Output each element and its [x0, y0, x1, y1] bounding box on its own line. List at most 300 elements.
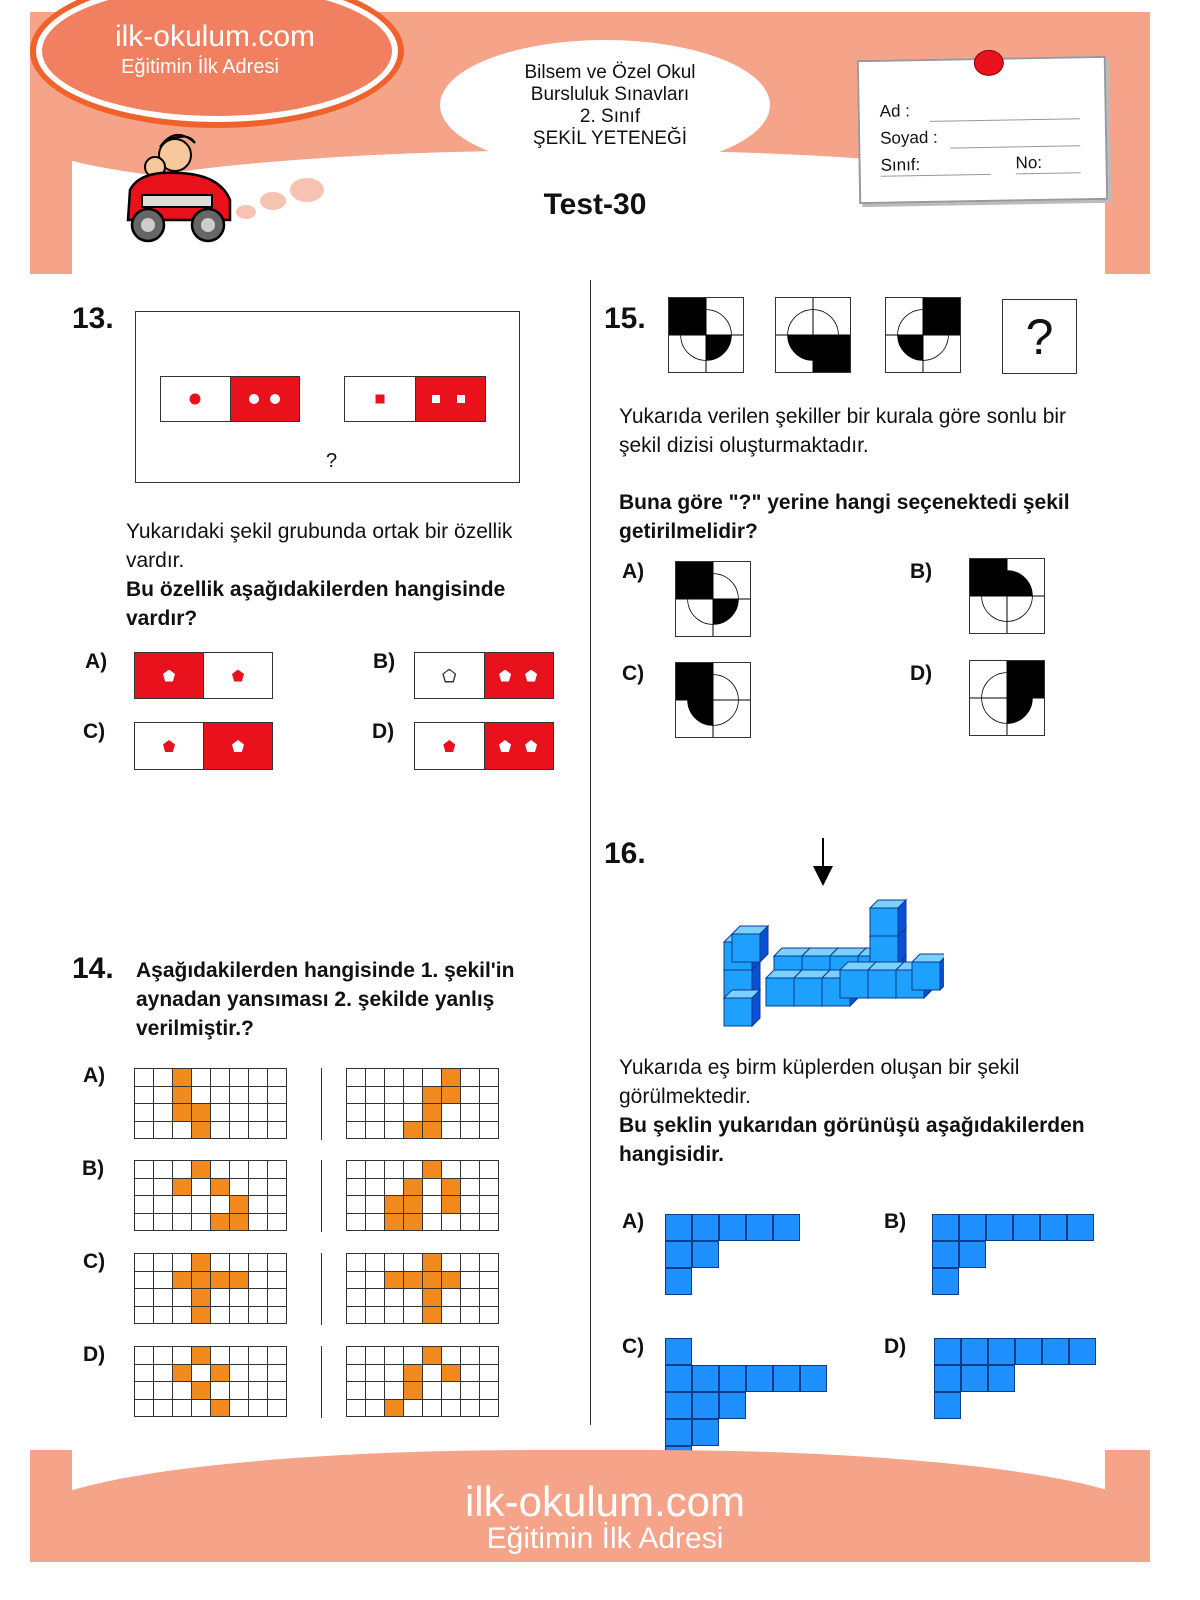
q14-question: Aşağıdakilerden hangisinde 1. şekil'in aynadan yansıması 2. şekilde yanlış verilmiştir.?: [136, 959, 515, 1040]
cube-top-cell: [959, 1214, 986, 1241]
grid-cell: [461, 1161, 480, 1179]
grid-cell: [480, 1179, 499, 1197]
grid-cell: [268, 1104, 287, 1122]
empty-cell: [746, 1419, 773, 1446]
filled-cell: [404, 1196, 423, 1214]
q13-option-c[interactable]: [134, 722, 273, 770]
q13-question: Bu özellik aşağıdakilerden hangisinde vardır?: [126, 578, 506, 630]
filled-cell: [192, 1104, 211, 1122]
grid-cell: [173, 1307, 192, 1325]
grid-cell: [268, 1272, 287, 1290]
cube-top-cell: [932, 1214, 959, 1241]
q16-label-d[interactable]: D): [884, 1335, 907, 1358]
filled-cell: [385, 1214, 404, 1232]
q15-label-d[interactable]: D): [910, 662, 933, 685]
thought-bubble-4: [325, 160, 367, 190]
grid-cell: [268, 1161, 287, 1179]
grid-cell: [404, 1087, 423, 1105]
cube-top-cell: [934, 1365, 961, 1392]
grid-cell: [366, 1272, 385, 1290]
grid-cell: [404, 1161, 423, 1179]
grid-cell: [404, 1347, 423, 1365]
grid-cell: [366, 1214, 385, 1232]
grid-cell: [230, 1347, 249, 1365]
grid-cell: [173, 1161, 192, 1179]
red-square-shape: [375, 395, 384, 404]
q14-label-b[interactable]: B): [82, 1157, 105, 1180]
thought-bubble-3: [290, 178, 324, 202]
empty-cell: [1069, 1365, 1096, 1392]
circle-quadrant-figure: [669, 298, 743, 372]
filled-cell: [442, 1196, 461, 1214]
grid-cell: [385, 1365, 404, 1383]
white-pentagon-shape: [525, 740, 537, 752]
grid-cell: [423, 1214, 442, 1232]
thought-bubble-1: [236, 205, 256, 219]
cube-top-cell: [719, 1392, 746, 1419]
white-square-shape: [432, 395, 440, 403]
grid-cell: [192, 1214, 211, 1232]
q14-c-figure-1[interactable]: [134, 1253, 287, 1324]
grid-cell: [230, 1382, 249, 1400]
grid-cell: [480, 1347, 499, 1365]
filled-cell: [423, 1161, 442, 1179]
q15-label-b[interactable]: B): [910, 560, 933, 583]
grid-cell: [385, 1289, 404, 1307]
q14-label-d[interactable]: D): [83, 1343, 106, 1366]
footer-site[interactable]: ilk-okulum.com: [464, 1478, 746, 1525]
grid-cell: [347, 1289, 366, 1307]
filled-cell: [173, 1365, 192, 1383]
note-name-line[interactable]: [930, 118, 1080, 122]
footer-slogan: Eğitimin İlk Adresi: [486, 1522, 724, 1555]
grid-cell: [268, 1214, 287, 1232]
cube-top-cell: [1013, 1214, 1040, 1241]
q14-d-figure-2[interactable]: [346, 1346, 499, 1417]
empty-cell: [692, 1338, 719, 1365]
grid-cell: [347, 1104, 366, 1122]
cube-top-cell: [665, 1419, 692, 1446]
empty-cell: [1015, 1365, 1042, 1392]
grid-cell: [480, 1196, 499, 1214]
grid-cell: [461, 1214, 480, 1232]
grid-cell: [249, 1087, 268, 1105]
grid-cell: [423, 1382, 442, 1400]
q13-label-c[interactable]: C): [83, 720, 106, 743]
white-pentagon-shape: [232, 740, 244, 752]
grid-cell: [249, 1179, 268, 1197]
q14-d-figure-1[interactable]: [134, 1346, 287, 1417]
grid-cell: [480, 1400, 499, 1418]
q14-label-a[interactable]: A): [83, 1064, 106, 1087]
red-pentagon-shape: [232, 670, 244, 682]
grid-cell: [268, 1087, 287, 1105]
q15-question: Buna göre "?" yerine hangi seçenektedi şekil getirilmelidir?: [619, 491, 1070, 543]
grid-cell: [154, 1347, 173, 1365]
grid-cell: [404, 1289, 423, 1307]
grid-cell: [442, 1122, 461, 1140]
cube-top-cell: [934, 1392, 961, 1419]
cube-top-cell: [1040, 1214, 1067, 1241]
note-class-label: Sınıf:: [880, 155, 921, 175]
grid-cell: [135, 1289, 154, 1307]
cube-top-cell: [1069, 1338, 1096, 1365]
filled-cell: [173, 1179, 192, 1197]
q16-option-b[interactable]: [932, 1214, 1094, 1295]
grid-cell: [230, 1307, 249, 1325]
white-pentagon-shape: [499, 740, 511, 752]
grid-cell: [135, 1254, 154, 1272]
filled-cell: [423, 1254, 442, 1272]
filled-cell: [211, 1179, 230, 1197]
grid-cell: [230, 1104, 249, 1122]
grid-cell: [423, 1069, 442, 1087]
grid-cell: [135, 1069, 154, 1087]
q14-number: 14.: [72, 952, 114, 985]
q13-option-d[interactable]: [414, 722, 554, 770]
grid-cell: [385, 1104, 404, 1122]
grid-cell: [135, 1347, 154, 1365]
grid-cell: [366, 1382, 385, 1400]
q14-a-figure-1[interactable]: [134, 1068, 287, 1139]
grid-cell: [385, 1069, 404, 1087]
filled-cell: [230, 1272, 249, 1290]
grid-cell: [461, 1365, 480, 1383]
grid-cell: [249, 1069, 268, 1087]
cube-top-cell: [719, 1214, 746, 1241]
grid-cell: [211, 1122, 230, 1140]
q13-example-1: [160, 376, 300, 422]
grid-cell: [461, 1400, 480, 1418]
cube-top-cell: [932, 1268, 959, 1295]
q13-group-box: [135, 311, 520, 483]
filled-cell: [173, 1069, 192, 1087]
cube-top-cell: [665, 1214, 692, 1241]
logo-slogan: Eğitimin İlk Adresi: [121, 56, 279, 78]
grid-cell: [442, 1400, 461, 1418]
grid-cell: [154, 1214, 173, 1232]
q16-label-c[interactable]: C): [622, 1335, 645, 1358]
grid-cell: [480, 1254, 499, 1272]
grid-cell: [135, 1272, 154, 1290]
cube-top-cell: [665, 1392, 692, 1419]
grid-cell: [173, 1196, 192, 1214]
grid-cell: [230, 1069, 249, 1087]
filled-cell: [211, 1400, 230, 1418]
q15-option-b[interactable]: [969, 558, 1045, 634]
filled-cell: [404, 1365, 423, 1383]
q13-option-a[interactable]: [134, 652, 273, 699]
grid-cell: [211, 1382, 230, 1400]
filled-cell: [192, 1307, 211, 1325]
filled-cell: [230, 1196, 249, 1214]
grid-cell: [268, 1122, 287, 1140]
filled-cell: [423, 1307, 442, 1325]
cube-top-cell: [1042, 1338, 1069, 1365]
grid-cell: [268, 1307, 287, 1325]
grid-cell: [135, 1307, 154, 1325]
grid-cell: [192, 1400, 211, 1418]
cube-top-cell: [692, 1365, 719, 1392]
footer-band-right: [1105, 1450, 1150, 1562]
empty-cell: [746, 1338, 773, 1365]
note-surname-line[interactable]: [950, 145, 1080, 148]
q15-option-d[interactable]: [969, 660, 1045, 736]
grid-cell: [347, 1087, 366, 1105]
footer-band-left: [30, 1450, 72, 1562]
q13-option-b[interactable]: [414, 652, 554, 699]
grid-cell: [135, 1365, 154, 1383]
q16-label-b[interactable]: B): [884, 1210, 907, 1233]
mirror-line: [321, 1253, 322, 1325]
filled-cell: [442, 1272, 461, 1290]
filled-cell: [404, 1272, 423, 1290]
q14-b-figure-2[interactable]: [346, 1160, 499, 1231]
grid-cell: [347, 1196, 366, 1214]
cube-top-cell: [773, 1365, 800, 1392]
grid-cell: [268, 1069, 287, 1087]
q16-label-a[interactable]: A): [622, 1210, 645, 1233]
cloud-line-1: Bilsem ve Özel Okul: [524, 62, 696, 83]
logo-site[interactable]: ilk-okulum.com: [114, 20, 316, 53]
circle-quadrant-figure: [886, 298, 960, 372]
filled-cell: [423, 1289, 442, 1307]
grid-cell: [135, 1122, 154, 1140]
q15-label-c[interactable]: C): [622, 662, 645, 685]
q15-seq-3: [885, 297, 961, 373]
grid-cell: [347, 1179, 366, 1197]
cube-top-cell: [719, 1365, 746, 1392]
filled-cell: [423, 1104, 442, 1122]
red-pentagon-shape: [163, 740, 175, 752]
grid-cell: [366, 1161, 385, 1179]
grid-cell: [249, 1254, 268, 1272]
empty-cell: [719, 1419, 746, 1446]
q13-number: 13.: [72, 302, 114, 335]
grid-cell: [192, 1196, 211, 1214]
note-number-line[interactable]: [1016, 172, 1081, 174]
grid-cell: [249, 1365, 268, 1383]
grid-cell: [442, 1382, 461, 1400]
grid-cell: [347, 1272, 366, 1290]
q13-example-2: [344, 376, 486, 422]
cloud-line-2: Bursluluk Sınavları: [530, 84, 690, 105]
grid-cell: [173, 1382, 192, 1400]
grid-cell: [423, 1400, 442, 1418]
filled-cell: [404, 1382, 423, 1400]
filled-cell: [211, 1272, 230, 1290]
grid-cell: [192, 1069, 211, 1087]
grid-cell: [347, 1400, 366, 1418]
cube-top-cell: [1067, 1214, 1094, 1241]
grid-cell: [154, 1400, 173, 1418]
grid-cell: [423, 1196, 442, 1214]
q15-option-c[interactable]: [675, 662, 751, 738]
grid-cell: [461, 1254, 480, 1272]
q16-option-a[interactable]: [665, 1214, 800, 1295]
grid-cell: [442, 1347, 461, 1365]
cube-top-cell: [988, 1365, 1015, 1392]
empty-cell: [986, 1241, 1013, 1268]
grid-cell: [385, 1347, 404, 1365]
grid-cell: [366, 1307, 385, 1325]
test-title: Test-30: [543, 188, 647, 221]
grid-cell: [192, 1365, 211, 1383]
cube-top-cell: [692, 1419, 719, 1446]
grid-cell: [268, 1254, 287, 1272]
grid-cell: [154, 1254, 173, 1272]
filled-cell: [211, 1214, 230, 1232]
mirror-line: [321, 1068, 322, 1140]
filled-cell: [192, 1347, 211, 1365]
filled-cell: [385, 1196, 404, 1214]
q13-text: Yukarıdaki şekil grubunda ortak bir özellik vardır.: [126, 520, 513, 572]
grid-cell: [211, 1087, 230, 1105]
cube-top-cell: [692, 1214, 719, 1241]
grid-cell: [211, 1254, 230, 1272]
grid-cell: [442, 1104, 461, 1122]
filled-cell: [442, 1087, 461, 1105]
q14-a-figure-2[interactable]: [346, 1068, 499, 1139]
grid-cell: [211, 1347, 230, 1365]
grid-cell: [385, 1254, 404, 1272]
grid-cell: [404, 1104, 423, 1122]
grid-cell: [385, 1382, 404, 1400]
filled-cell: [423, 1122, 442, 1140]
grid-cell: [249, 1214, 268, 1232]
grid-cell: [154, 1365, 173, 1383]
q13-label-b[interactable]: B): [373, 650, 396, 673]
grid-cell: [404, 1069, 423, 1087]
grid-cell: [192, 1179, 211, 1197]
filled-cell: [442, 1069, 461, 1087]
grid-cell: [173, 1214, 192, 1232]
q15-seq-4: [1002, 299, 1077, 374]
q14-c-figure-2[interactable]: [346, 1253, 499, 1324]
grid-cell: [347, 1347, 366, 1365]
q16-question: Bu şeklin yukarıdan görünüşü aşağıdakilerden hangisidir.: [619, 1114, 1085, 1166]
grid-cell: [268, 1347, 287, 1365]
empty-cell: [800, 1419, 827, 1446]
grid-cell: [192, 1087, 211, 1105]
empty-cell: [800, 1392, 827, 1419]
circle-quadrant-figure: [676, 562, 750, 636]
grid-cell: [268, 1365, 287, 1383]
grid-cell: [385, 1122, 404, 1140]
grid-cell: [230, 1179, 249, 1197]
empty-cell: [800, 1338, 827, 1365]
grid-cell: [461, 1087, 480, 1105]
grid-cell: [135, 1179, 154, 1197]
filled-cell: [404, 1214, 423, 1232]
white-circle-shape: [249, 394, 259, 404]
grid-cell: [135, 1161, 154, 1179]
grid-cell: [461, 1347, 480, 1365]
grid-cell: [154, 1289, 173, 1307]
red-circle-shape: [190, 394, 201, 405]
grid-cell: [135, 1400, 154, 1418]
mirror-line: [321, 1346, 322, 1418]
grid-cell: [366, 1365, 385, 1383]
cube-top-cell: [773, 1214, 800, 1241]
cube-top-cell: [665, 1268, 692, 1295]
grid-cell: [404, 1254, 423, 1272]
grid-cell: [347, 1214, 366, 1232]
grid-cell: [461, 1307, 480, 1325]
cube-top-cell: [959, 1241, 986, 1268]
q13-label-d[interactable]: D): [372, 720, 395, 743]
grid-cell: [135, 1382, 154, 1400]
grid-cell: [347, 1161, 366, 1179]
q14-b-figure-1[interactable]: [134, 1160, 287, 1231]
filled-cell: [423, 1347, 442, 1365]
grid-cell: [461, 1122, 480, 1140]
question-mark: ?: [1025, 309, 1054, 365]
note-surname-label: Soyad :: [879, 127, 938, 148]
grid-cell: [249, 1104, 268, 1122]
grid-cell: [385, 1087, 404, 1105]
grid-cell: [366, 1087, 385, 1105]
white-circle-shape: [270, 394, 280, 404]
down-arrow-icon: [810, 838, 836, 888]
grid-cell: [461, 1382, 480, 1400]
grid-cell: [268, 1382, 287, 1400]
grid-cell: [347, 1365, 366, 1383]
grid-cell: [347, 1069, 366, 1087]
mirror-line: [321, 1160, 322, 1232]
grid-cell: [173, 1254, 192, 1272]
q15-option-a[interactable]: [675, 561, 751, 637]
grid-cell: [366, 1069, 385, 1087]
cube-top-cell: [746, 1214, 773, 1241]
q13-label-a[interactable]: A): [85, 650, 108, 673]
q15-label-a[interactable]: A): [622, 560, 645, 583]
q16-text: Yukarıda eş birm küplerden oluşan bir şekil görülmektedir.: [619, 1056, 1020, 1108]
grid-cell: [249, 1400, 268, 1418]
cloud-line-4: ŞEKİL YETENEĞİ: [532, 128, 688, 149]
grid-cell: [173, 1347, 192, 1365]
filled-cell: [385, 1400, 404, 1418]
filled-cell: [192, 1382, 211, 1400]
cloud-line-3: 2. Sınıf: [579, 106, 641, 127]
grid-cell: [404, 1400, 423, 1418]
grid-cell: [461, 1069, 480, 1087]
q14-label-c[interactable]: C): [83, 1250, 106, 1273]
q15-text: Yukarıda verilen şekiller bir kurala göre sonlu bir şekil dizisi oluşturmaktadır.: [619, 405, 1067, 457]
empty-cell: [719, 1241, 746, 1268]
grid-cell: [461, 1196, 480, 1214]
white-pentagon-shape: [525, 670, 537, 682]
grid-cell: [442, 1254, 461, 1272]
grid-cell: [154, 1272, 173, 1290]
grid-cell: [230, 1365, 249, 1383]
filled-cell: [192, 1289, 211, 1307]
grid-cell: [135, 1196, 154, 1214]
grid-cell: [211, 1104, 230, 1122]
grid-cell: [480, 1307, 499, 1325]
grid-cell: [154, 1382, 173, 1400]
grid-cell: [442, 1307, 461, 1325]
filled-cell: [173, 1087, 192, 1105]
cube-top-cell: [692, 1241, 719, 1268]
grid-cell: [480, 1272, 499, 1290]
q16-number: 16.: [604, 837, 646, 870]
cloud-text: [470, 62, 750, 150]
grid-cell: [173, 1122, 192, 1140]
cube-top-cell: [932, 1241, 959, 1268]
q16-option-d[interactable]: [934, 1338, 1096, 1419]
grid-cell: [480, 1365, 499, 1383]
